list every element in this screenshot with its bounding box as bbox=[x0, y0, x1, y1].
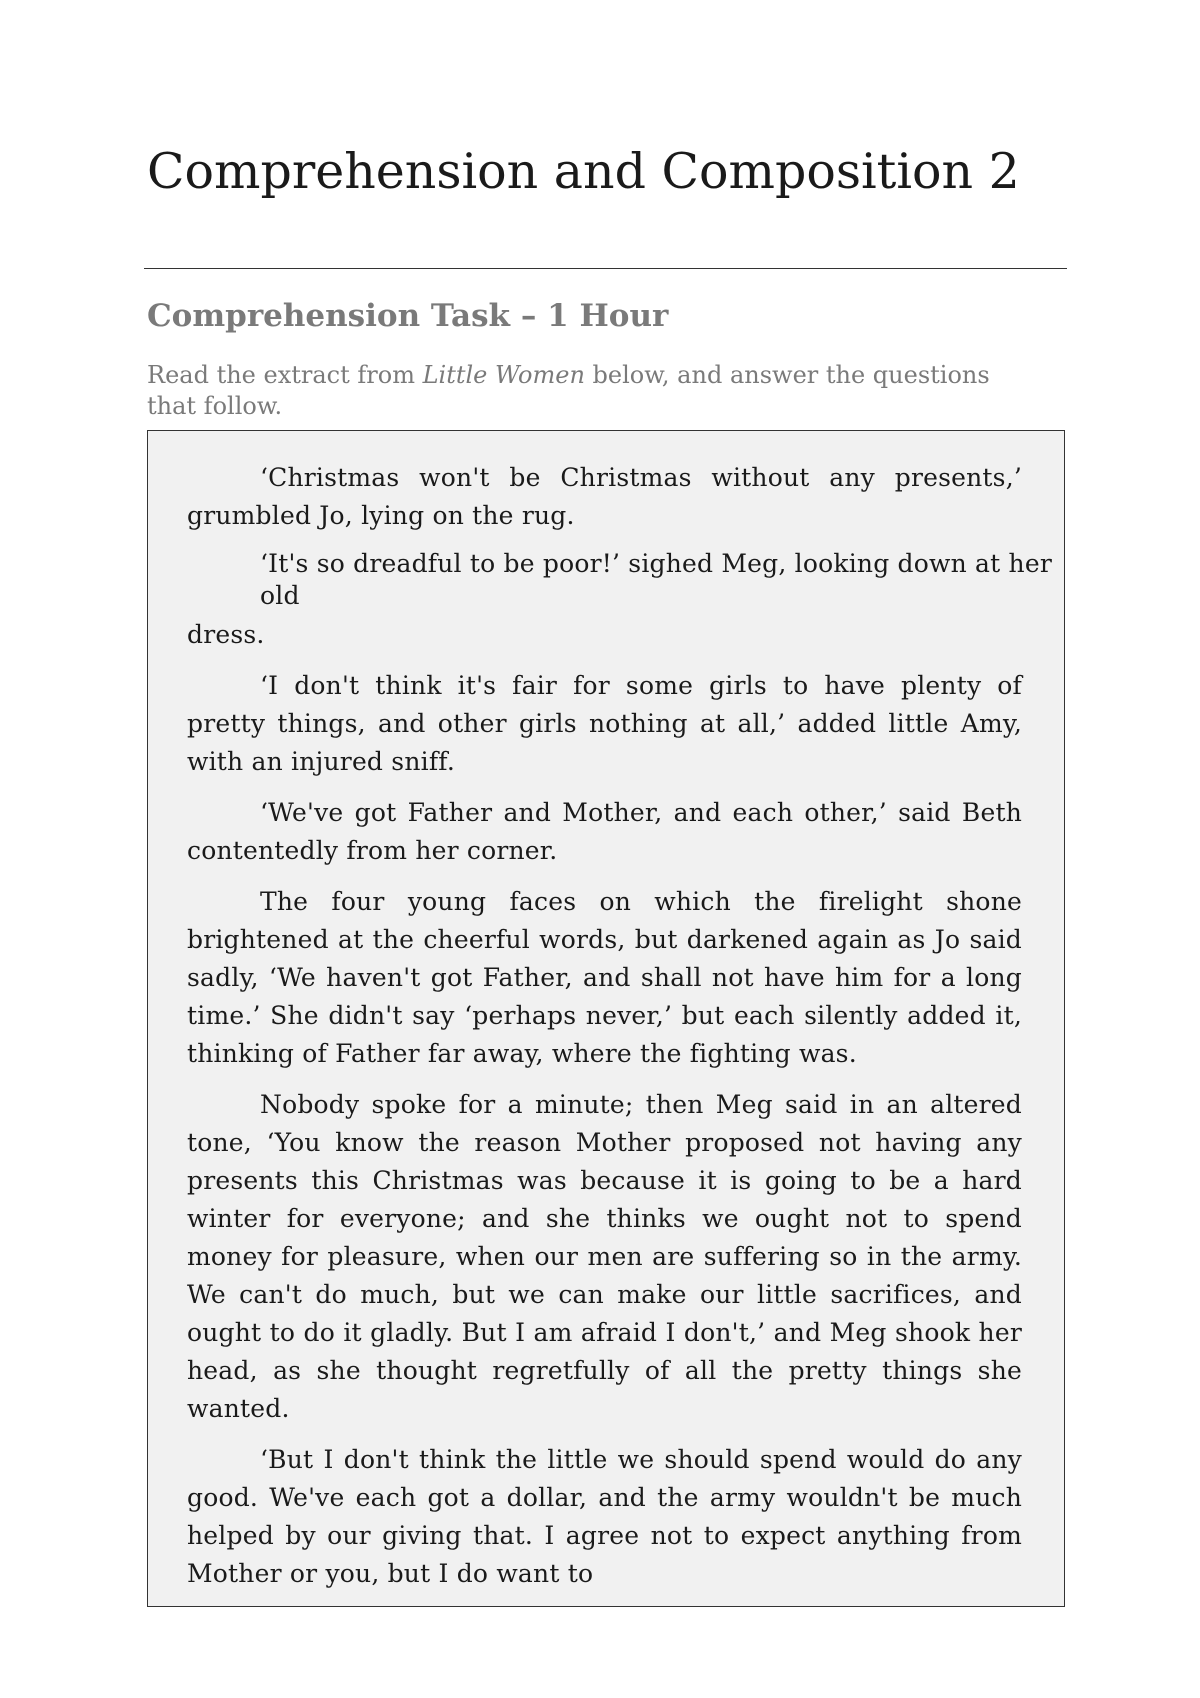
page-title: Comprehension and Composition 2 bbox=[147, 143, 1020, 200]
extract-paragraph: The four young faces on which the firelight shone brightened at the cheerful words, but darkened again as Jo said sadly, ‘We haven't got Father, and shall not have him for a long time.’ She didn't say ‘perhaps never,’ but each silently added it, thinking of Father far away, where the fighting was. bbox=[187, 887, 1022, 1068]
instructions-lead: Read the extract from bbox=[147, 361, 423, 389]
section-heading: Comprehension Task – 1 Hour bbox=[147, 298, 669, 334]
instructions bbox=[147, 360, 1007, 422]
book-title: Little Women bbox=[422, 361, 585, 389]
extract-paragraph: ‘Christmas won't be Christmas without any presents,’ grumbled Jo, lying on the rug. bbox=[187, 463, 1022, 530]
title-divider bbox=[144, 268, 1067, 269]
extract-paragraph: ‘But I don't think the little we should spend would do any good. We've each got a dollar, and the army wouldn't be much helped by our giving that. I agree not to expect anything from Mother or you, but I do want to bbox=[187, 1445, 1022, 1588]
instructions-tail: below, and answer the questions that follow. bbox=[147, 361, 990, 420]
extract-paragraph: Nobody spoke for a minute; then Meg said in an altered tone, ‘You know the reason Mother proposed not having any presents this Christmas was because it is going to be a hard winter for everyone; and she thinks we ought not to spend money for pleasure, when our men are suffering so in the army. We can't do much, but we can make our little sacrifices, and ought to do it gladly. But I am afraid I don't,’ and Meg shook her head, as she thought regretfully of all the pretty things she wanted. bbox=[187, 1090, 1022, 1423]
extract-paragraph: dress. bbox=[187, 620, 265, 649]
extract-paragraph: ‘It's so dreadful to be poor!’ sighed Meg, looking down at her old bbox=[260, 549, 1052, 610]
extract-passage bbox=[187, 459, 1052, 1606]
extract-paragraph: ‘We've got Father and Mother, and each other,’ said Beth contentedly from her corner. bbox=[187, 798, 1022, 865]
extract-paragraph: ‘I don't think it's fair for some girls to have plenty of pretty things, and other girls nothing at all,’ added little Amy, with an injured sniff. bbox=[187, 671, 1022, 776]
